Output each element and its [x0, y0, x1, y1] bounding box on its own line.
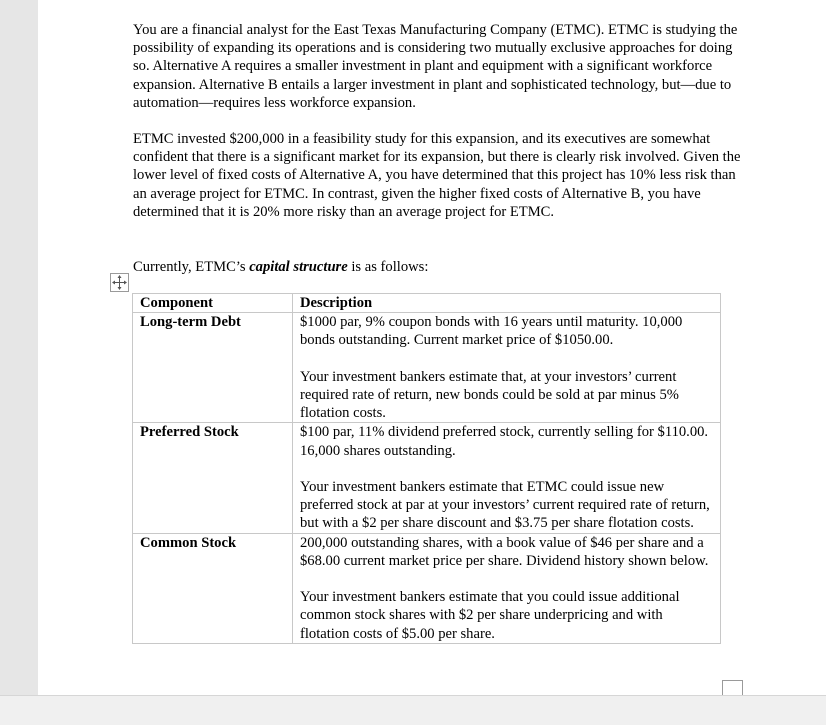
intro-paragraph: You are a financial analyst for the East Texas Manufacturing Company (ETMC). ETMC is studying the possibility of expanding its operations and is considering two mutually exclusive approaches for doing so. Alternative A requires a smaller investment in plant and equipment with a significant workforce expansion. Alternative B entails a larger investment in plant and sophisticated technology, but—due to automation—requires less workforce expansion.	[133, 22, 738, 111]
description-text: Your investment bankers estimate that you could issue additional common stock shares with $2 per share underpricing and with flotation costs of $5.00 per share.	[300, 589, 680, 642]
table-row	[133, 423, 721, 533]
capital-structure-suffix: is as follows:	[347, 259, 429, 275]
left-gutter	[0, 0, 38, 695]
description-text: Your investment bankers estimate that ETMC could issue new preferred stock at par at your investors’ current required rate of return, but with a $2 per share discount and $3.75 per share flotation costs.	[300, 479, 710, 532]
description-cell	[293, 533, 721, 643]
table-header-row	[133, 294, 721, 313]
table-move-handle-icon[interactable]	[110, 273, 129, 292]
component-cell: Long-term Debt	[133, 313, 293, 423]
capital-structure-emphasis: capital structure	[249, 259, 348, 275]
component-cell: Preferred Stock	[133, 423, 293, 533]
status-bar	[0, 695, 826, 725]
header-description: Description	[293, 294, 721, 313]
capital-structure-prefix: Currently, ETMC’s	[133, 259, 250, 275]
description-cell	[293, 423, 721, 533]
description-text: $100 par, 11% dividend preferred stock, currently selling for $110.00. 16,000 shares outstanding.	[300, 424, 709, 459]
table-resize-handle[interactable]	[722, 680, 743, 695]
table-row	[133, 313, 721, 423]
table-row	[133, 533, 721, 643]
header-component: Component	[133, 294, 293, 313]
feasibility-paragraph: ETMC invested $200,000 in a feasibility study for this expansion, and its executives are somewhat confident that there is a significant market for its expansion, but there is clearly risk involved. Given the lower level of fixed costs of Alternative A, you have determined that this project has 10% less risk than an average project for ETMC. In contrast, given the higher fixed costs of Alternative B, you have determined that it is 20% more risky than an average project for ETMC.	[133, 131, 741, 220]
capital-structure-intro	[133, 258, 751, 276]
description-text: $1000 par, 9% coupon bonds with 16 years until maturity. 10,000 bonds outstanding. Current market price of $1050.00.	[300, 314, 683, 349]
description-cell	[293, 313, 721, 423]
description-text: 200,000 outstanding shares, with a book value of $46 per share and a $68.00 current market price per share. Dividend history shown below.	[300, 534, 709, 569]
capital-structure-table	[132, 293, 721, 644]
component-cell: Common Stock	[133, 533, 293, 643]
description-text: Your investment bankers estimate that, at your investors’ current required rate of return, new bonds could be sold at par minus 5% flotation costs.	[300, 368, 679, 422]
